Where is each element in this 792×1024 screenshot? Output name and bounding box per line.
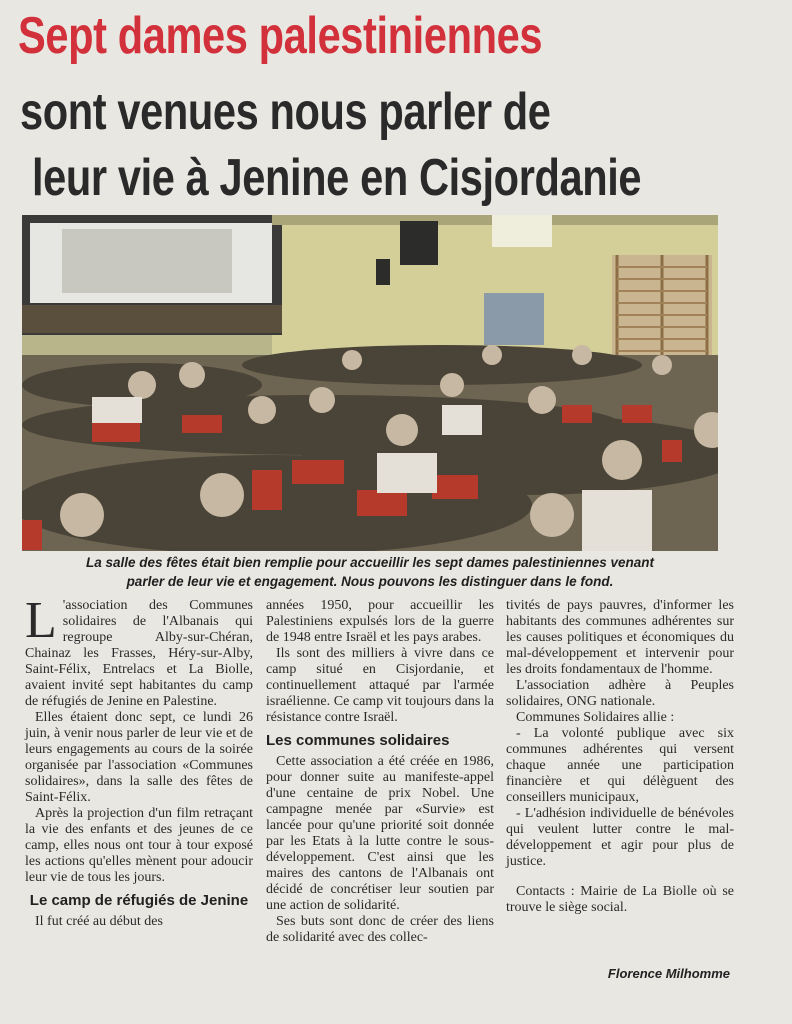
- paragraph: - La volonté publique avec six communes adhérentes qui versent chaque année une participation financière et qui délèguent des conseillers municipaux,: [506, 726, 734, 805]
- caption-line-2: parler de leur vie et engagement. Nous pouvons les distinguer dans le fond.: [126, 574, 614, 589]
- paragraph: Elles étaient donc sept, ce lundi 26 juin, à venir nous parler de leur vie et de leurs engagements au cours de la soirée organisée par l'association «Communes solidaires», dans la salle des fêtes de Saint-Félix.: [25, 710, 253, 805]
- article-column-1: [25, 592, 253, 930]
- paragraph: - L'adhésion individuelle de bénévoles qui veulent lutter contre le mal-développement et agir pour plus de justice.: [506, 806, 734, 869]
- subheading: Les communes solidaires: [266, 732, 450, 749]
- headline-line-3: leur vie à Jenine en Cisjordanie: [32, 149, 642, 207]
- paragraph: années 1950, pour accueillir les Palestiniens expulsés lors de la guerre de 1948 entre Israël et les pays arabes.: [266, 598, 494, 645]
- event-hall-photo: [22, 215, 718, 551]
- subheading: Le camp de réfugiés de Jenine: [29, 892, 249, 909]
- headline-line-2: sont venues nous parler de: [20, 83, 551, 141]
- paragraph: Ils sont des milliers à vivre dans ce camp situé en Cisjordanie, et continuellement attaqué par l'armée israélienne. Ce camp vit toujours dans la résistance contre Israël.: [266, 646, 494, 725]
- paragraph: Communes Solidaires allie :: [516, 710, 675, 725]
- headline-line-1: Sept dames palestiniennes: [18, 7, 543, 65]
- paragraph: Ses buts sont donc de créer des liens de solidarité avec des collec-: [266, 914, 494, 945]
- drop-cap: L: [25, 592, 57, 649]
- paragraph: Il fut créé au début des: [35, 914, 163, 929]
- author-byline: Florence Milhomme: [607, 966, 730, 981]
- paragraph-contacts: Contacts : Mairie de La Biolle où se trouve le siège social.: [506, 884, 734, 915]
- paragraph: tivités de pays pauvres, d'informer les habitants des communes adhérentes sur les causes politiques et économiques du mal-développement et intervenir pour les droits fondamentaux de l'homme.: [506, 598, 734, 677]
- article-column-2: [266, 598, 494, 946]
- paragraph: Après la projection d'un film retraçant la vie des enfants et des jeunes de ce camp, elles nous ont tour à tour exposé les actions qu'elles mènent pour adoucir leur vie de tous les jours.: [25, 806, 253, 885]
- article-column-3: [506, 598, 734, 916]
- photo-caption: [22, 553, 718, 591]
- paragraph-text: 'association des Communes solidaires de l'Albanais qui regroupe Alby-sur-Chéran, Chainaz les Frasses, Héry-sur-Alby, Saint-Félix, Entrelacs et La Biolle, avaient invité sept habitantes du camp de réfugiés de Jenine en Palestine.: [25, 598, 253, 709]
- paragraph: L'association adhère à Peuples solidaires, ONG nationale.: [506, 678, 734, 709]
- paragraph: [25, 592, 253, 710]
- paragraph: Cette association a été créée en 1986, pour donner suite au manifeste-appel d'une centaine de prix Nobel. Une campagne menée par «Survie» est lancée pour qu'une priorité soit donnée par les Etats à la lutte contre le sous-développement. C'est ainsi que les maires des cantons de l'Albanais ont décidé de concrétiser leur soutien par une action de solidarité.: [266, 754, 494, 913]
- caption-line-1: La salle des fêtes était bien remplie pour accueillir les sept dames palestiniennes venant: [86, 555, 654, 570]
